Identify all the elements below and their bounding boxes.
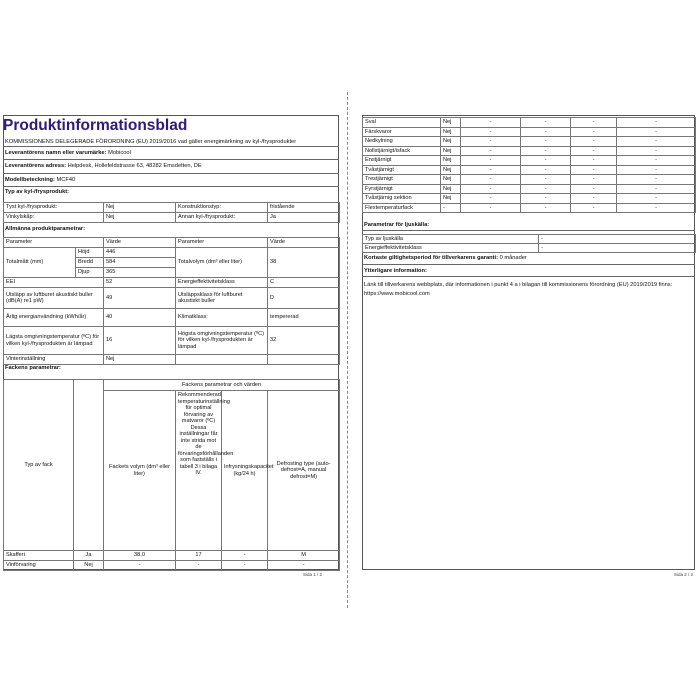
dim-value: 365 <box>104 268 176 278</box>
comp-cell: Fyrstjärnigt <box>363 184 441 194</box>
general-params-table <box>3 237 340 365</box>
comp-cell: - <box>571 194 617 204</box>
comp-cell: Nollstjärnigt/isfack <box>363 146 441 156</box>
compartment-table-continued <box>362 117 696 213</box>
comp-cell: - <box>268 561 340 571</box>
more-info <box>364 281 689 299</box>
comp-cell: - <box>617 146 696 156</box>
comp-cell: - <box>571 184 617 194</box>
total-volume-label: Totalvolym (dm³ eller liter) <box>176 248 268 278</box>
comp-cell: Nej <box>441 165 461 175</box>
comp-temp-header: Rekommenderad temperaturinställning för optimal förvaring av matvaror (ºC) Dessa inställningar får inte strida mot de förvaringsförhållanden som fastställs i tabell 3 i bilaga IV. <box>176 391 222 551</box>
model-row <box>5 177 75 184</box>
header-cell: Parameter <box>176 238 268 248</box>
comp-cell: - <box>521 156 571 166</box>
more-heading: Ytterligare information: <box>364 268 427 274</box>
table-row <box>363 127 696 137</box>
comp-cell: Nej <box>441 127 461 137</box>
table-row <box>363 146 696 156</box>
table-header-row <box>4 238 340 248</box>
comp-cell: - <box>521 127 571 137</box>
comp-cell: - <box>617 118 696 128</box>
regulation-text: KOMMISSIONENS DELEGERADE FÖRORDNING (EU) 2019/2016 vad gäller energimärkning av kyl-/frysprodukter <box>5 139 297 145</box>
comp-cell: Nej <box>441 137 461 147</box>
param-cell: tempererad <box>268 309 340 327</box>
comp-cell: - <box>571 118 617 128</box>
page-number: Sida 1 / 2 <box>303 572 323 577</box>
type-table <box>3 202 340 223</box>
comp-cell: - <box>441 203 461 213</box>
comp-cell: Sval <box>363 118 441 128</box>
table-row <box>4 203 340 213</box>
table-row <box>4 288 340 309</box>
type-heading: Typ av kyl-/frysprodukt: <box>5 189 70 195</box>
light-heading: Parametrar för ljuskälla: <box>364 222 430 228</box>
comp-cell: - <box>521 146 571 156</box>
manufacturer-link[interactable]: https://www.mobicool.com <box>364 291 430 297</box>
param-cell: Årlig energianvändning (kWh/år) <box>4 309 104 327</box>
comp-cell: - <box>461 118 521 128</box>
comp-cell: - <box>571 156 617 166</box>
comp-cell: Trestjärnigt <box>363 175 441 185</box>
type-cell: Nej <box>104 213 176 223</box>
light-cell: - <box>539 235 696 244</box>
comp-cell: - <box>617 203 696 213</box>
comp-cell: - <box>461 156 521 166</box>
table-row <box>4 248 340 258</box>
comp-cell: - <box>571 203 617 213</box>
comp-cell: - <box>222 551 268 561</box>
comp-cell: M <box>268 551 340 561</box>
page-2 <box>352 115 700 585</box>
dim-value: 446 <box>104 248 176 258</box>
comp-cell: - <box>222 561 268 571</box>
param-cell: Utsläpp av luftburet akustiskt buller (dB(A) re1 pW) <box>4 288 104 309</box>
comp-cell: - <box>461 175 521 185</box>
param-cell: EEI <box>4 278 104 288</box>
comp-cell: Tvåstjärnigt <box>363 165 441 175</box>
warranty-value: 0 månader <box>499 255 527 261</box>
header-cell: Värde <box>104 238 176 248</box>
comp-cell: - <box>521 137 571 147</box>
comp-cell: 38,0 <box>104 551 176 561</box>
type-cell: Ja <box>268 213 340 223</box>
comp-cell: - <box>521 194 571 204</box>
dim-name: Bredd <box>76 258 104 268</box>
comp-cell: Nej <box>441 184 461 194</box>
param-cell: 40 <box>104 309 176 327</box>
type-cell: Tyst kyl-/frysprodukt: <box>4 203 104 213</box>
table-row <box>4 327 340 355</box>
type-cell: Nej <box>104 203 176 213</box>
comp-cell: - <box>521 118 571 128</box>
comp-defrost-header: Defrosting type (auto-defrost=A, manual defrost=M) <box>268 391 340 551</box>
total-volume-value: 38 <box>268 248 340 278</box>
comp-cell: - <box>461 127 521 137</box>
table-row <box>363 244 696 253</box>
table-row <box>363 194 696 204</box>
table-row <box>4 355 340 365</box>
comp-cell: Nedkylning <box>363 137 441 147</box>
comp-cell: - <box>521 184 571 194</box>
table-row <box>363 184 696 194</box>
comp-cell: - <box>617 184 696 194</box>
param-cell: 32 <box>268 327 340 355</box>
comp-cell: Skafferi <box>4 551 74 561</box>
type-cell: Vinkylskåp: <box>4 213 104 223</box>
comp-cell: Flextemperaturfack <box>363 203 441 213</box>
more-text: Länk till tillverkarens webbplats, där informationen i punkt 4 a i bilagan till kommissionens förordning (EU) 2019/2019 finns: <box>364 282 673 288</box>
light-table <box>362 234 696 253</box>
comp-cell: - <box>617 156 696 166</box>
dim-value: 584 <box>104 258 176 268</box>
page-number: Sida 2 / 2 <box>674 572 694 577</box>
comp-cell: - <box>521 165 571 175</box>
table-row <box>4 309 340 327</box>
table-row <box>363 235 696 244</box>
comp-cell: - <box>571 165 617 175</box>
table-row <box>4 561 340 571</box>
param-cell: D <box>268 288 340 309</box>
supplier-address: Helpdesk, Hollefeldstrasse 63, 48282 Emsdetten, DE <box>67 163 202 169</box>
comp-cell: Enstjärnigt <box>363 156 441 166</box>
supplier-address-label: Leverantörens adress: <box>5 163 67 169</box>
model-label: Modellbeteckning: <box>5 177 55 183</box>
page-title: Produktinformationsblad <box>3 117 188 134</box>
table-row <box>4 213 340 223</box>
comp-cell: - <box>461 165 521 175</box>
general-heading: Allmänna produktparametrar: <box>5 226 85 232</box>
comp-cell: - <box>571 127 617 137</box>
param-cell: Högsta omgivningstemperatur (ºC) för vilken kyl-/frysprodukten är lämpad <box>176 327 268 355</box>
model-value: MCF40 <box>56 177 76 183</box>
param-cell: 49 <box>104 288 176 309</box>
table-header-row <box>4 380 340 391</box>
comp-cell: - <box>461 194 521 204</box>
comp-cell: Ja <box>74 551 104 561</box>
comp-cell: - <box>571 175 617 185</box>
light-cell: Typ av ljuskälla <box>363 235 539 244</box>
param-cell: Energieffektivitetsklass <box>176 278 268 288</box>
light-cell: Energieffektivitetsklass <box>363 244 539 253</box>
table-row <box>4 551 340 561</box>
comp-cell: Nej <box>441 156 461 166</box>
table-row <box>363 165 696 175</box>
comp-cell: - <box>617 127 696 137</box>
comp-volume-header: Fackets volym (dm³ eller liter) <box>104 391 176 551</box>
comp-cell: Nej <box>441 118 461 128</box>
comp-cell: Nej <box>441 175 461 185</box>
supplier-name: Mobicool <box>108 150 131 156</box>
supplier-name-label: Leverantörens namn eller varumärke: <box>5 150 107 156</box>
page-1 <box>0 115 342 585</box>
comp-cell: Nej <box>441 194 461 204</box>
dim-name: Höjd <box>76 248 104 258</box>
winter-label: Vinterinställning <box>4 355 104 365</box>
supplier-name-row <box>5 150 131 157</box>
comp-cell: - <box>461 184 521 194</box>
comp-cell: - <box>461 203 521 213</box>
comp-cell: - <box>461 137 521 147</box>
type-cell: Konstruktionstyp: <box>176 203 268 213</box>
light-cell: - <box>539 244 696 253</box>
comp-cell: Nej <box>441 146 461 156</box>
comp-cell: - <box>176 561 222 571</box>
param-cell: Lägsta omgivningstemperatur (ºC) för vilken kyl-/frysprodukten är lämpad <box>4 327 104 355</box>
type-cell: Annan kyl-/frysprodukt: <box>176 213 268 223</box>
comp-cell: - <box>521 175 571 185</box>
table-row <box>363 118 696 128</box>
comp-cell: - <box>571 146 617 156</box>
param-cell: Klimatklass: <box>176 309 268 327</box>
page-separator <box>347 92 348 608</box>
header-cell: Parameter <box>4 238 104 248</box>
comp-cell: - <box>617 137 696 147</box>
comp-cell: Färskvaror <box>363 127 441 137</box>
comp-cell: Tvåstjärnig sektion <box>363 194 441 204</box>
table-row <box>363 156 696 166</box>
comp-cell: - <box>617 194 696 204</box>
table-row <box>363 175 696 185</box>
dims-label: Totalmått (mm) <box>4 248 76 278</box>
comp-heading: Fackens parametrar: <box>5 365 61 371</box>
comp-freeze-header: Infrysningskapacitet (kg/24 h) <box>222 391 268 551</box>
comp-cell: 17 <box>176 551 222 561</box>
param-cell: Utsläppsklass för luftburet akustiskt buller <box>176 288 268 309</box>
supplier-address-row <box>5 163 202 170</box>
comp-cell: - <box>617 175 696 185</box>
comp-cell: - <box>521 203 571 213</box>
dim-name: Djup <box>76 268 104 278</box>
comp-type-header: Typ av fack <box>4 380 74 551</box>
param-cell: C <box>268 278 340 288</box>
table-row <box>363 137 696 147</box>
comp-group-header: Fackens parametrar och värden <box>104 380 340 391</box>
table-row <box>363 203 696 213</box>
warranty-row <box>364 255 527 262</box>
param-cell: 52 <box>104 278 176 288</box>
comp-cell: Vinförvaring <box>4 561 74 571</box>
comp-cell: - <box>571 137 617 147</box>
comp-cell: - <box>461 146 521 156</box>
header-cell: Värde <box>268 238 340 248</box>
comp-cell: - <box>617 165 696 175</box>
comp-cell: Nej <box>74 561 104 571</box>
compartment-table <box>3 379 340 571</box>
table-row <box>4 278 340 288</box>
warranty-label: Kortaste giltighetsperiod för tillverkarens garanti: <box>364 255 499 261</box>
comp-cell: - <box>104 561 176 571</box>
type-cell: fristående <box>268 203 340 213</box>
winter-value: Nej <box>104 355 176 365</box>
param-cell: 16 <box>104 327 176 355</box>
